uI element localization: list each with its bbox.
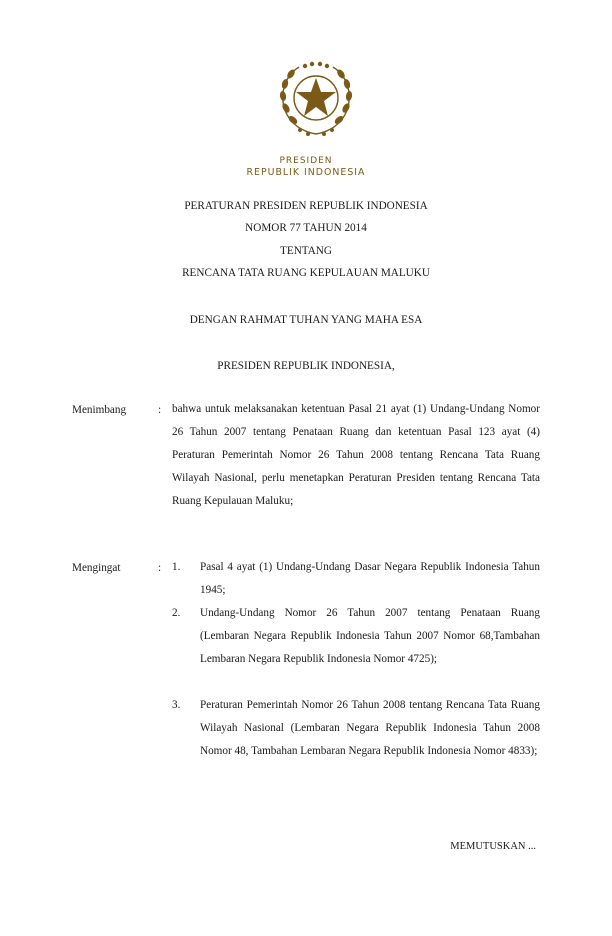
menimbang-text: bahwa untuk melaksanakan ketentuan Pasal 21 ayat (1) Undang-Undang Nomor 26 Tahun 2007 tentang Penataan Ruang dan ketentuan Pasal 123 ayat (4) Peraturan Pemerintah Nomor 26 Tahun 2008 tentang Rencana Tata Ruang Wilayah Nasional, perlu menetapkan Peraturan Presiden tentang Rencana Tata Ruang Kepulauan Maluku;: [172, 403, 540, 507]
mengingat-item-text: Peraturan Pemerintah Nomor 26 Tahun 2008 tentang Rencana Tata Ruang Wilayah Nasional (Lembaran Negara Republik Indonesia Tahun 2008 Nomor 48, Tambahan Lembaran Negara Republik Indonesia Nomor 4833);: [200, 699, 540, 757]
authority-line: PRESIDEN REPUBLIK INDONESIA,: [217, 360, 395, 372]
regulation-subject: RENCANA TATA RUANG KEPULAUAN MALUKU: [182, 267, 430, 279]
regulation-number: NOMOR 77 TAHUN 2014: [245, 222, 367, 234]
mengingat-item-text: Undang-Undang Nomor 26 Tahun 2007 tentang Penataan Ruang (Lembaran Negara Republik Indonesia Tahun 2007 Nomor 68,Tambahan Lembaran Negara Republik Indonesia Nomor 4725);: [200, 607, 540, 665]
mengingat-item-text: Pasal 4 ayat (1) Undang-Undang Dasar Negara Republik Indonesia Tahun 1945;: [200, 561, 540, 596]
mengingat-item-number: 2.: [172, 607, 181, 619]
garuda-star-emblem-icon: [275, 58, 357, 140]
blessing-line: DENGAN RAHMAT TUHAN YANG MAHA ESA: [189, 314, 423, 326]
menimbang-colon: :: [158, 404, 162, 416]
regulation-about: TENTANG: [280, 245, 332, 257]
mengingat-item-number: 3.: [172, 699, 181, 711]
mengingat-label: Mengingat: [72, 562, 121, 574]
regulation-title: PERATURAN PRESIDEN REPUBLIK INDONESIA: [184, 200, 428, 212]
mengingat-colon: :: [158, 562, 162, 574]
mengingat-item-number: 1.: [172, 561, 181, 573]
next-page-catchword: MEMUTUSKAN ...: [450, 841, 536, 852]
menimbang-label: Menimbang: [72, 404, 127, 416]
header-presiden: PRESIDEN: [279, 156, 333, 166]
header-republik-indonesia: REPUBLIK INDONESIA: [246, 167, 366, 178]
